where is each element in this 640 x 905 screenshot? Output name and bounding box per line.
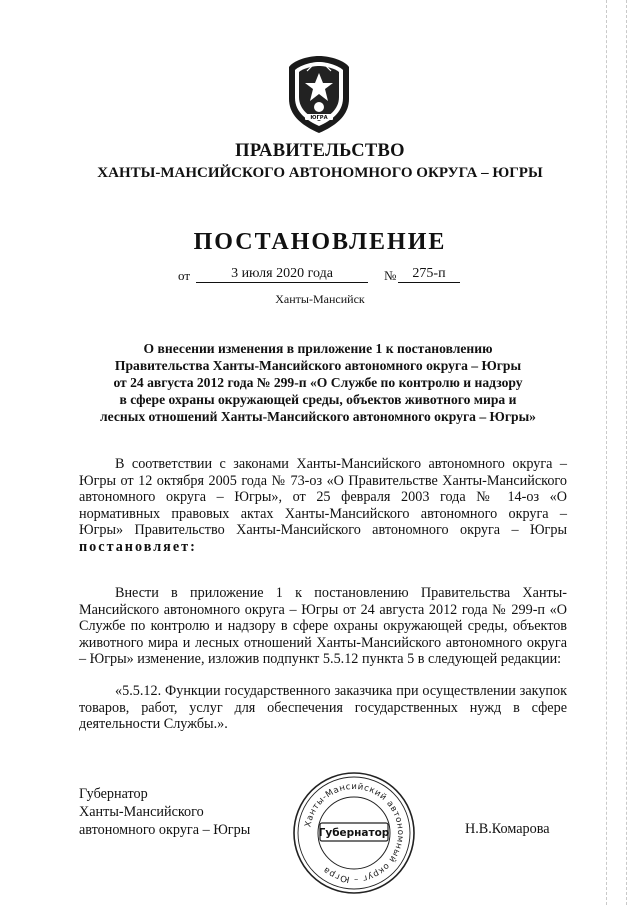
body-paragraph-preamble — [79, 456, 567, 555]
emblem-label: ЮГРА — [310, 115, 328, 121]
signatory-name: Н.В.Комарова — [465, 821, 550, 837]
city-label: Ханты-Мансийск — [275, 292, 365, 306]
position-line: автономного округа – Югры — [79, 822, 251, 838]
position-line: Губернатор — [79, 786, 148, 802]
official-stamp — [290, 769, 418, 897]
number-value: 275-п — [398, 266, 460, 283]
preamble-text: В соответствии с законами Ханты-Мансийского автономного округа – Югры от 12 октября 2005 года № 73-оз «О Правительстве Ханты-Мансийского автономного округа – Югры», от 25 февраля 2003 года № 14-оз «О нормативных правовых актах Ханты-Мансийского автономного округа – Югры» Правительство Ханты-Мансийского автономного округа – Югры — [79, 456, 567, 538]
government-title: ПРАВИТЕЛЬСТВО — [235, 141, 405, 161]
document-type-title: ПОСТАНОВЛЕНИЕ — [193, 229, 447, 255]
government-subtitle: ХАНТЫ-МАНСИЙСКОГО АВТОНОМНОГО ОКРУГА – ЮГРЫ — [97, 165, 543, 181]
coat-of-arms-icon — [283, 53, 355, 135]
position-line: Ханты-Мансийского — [79, 804, 204, 820]
subject-line: Правительства Ханты-Мансийского автономного округа – Югры — [114, 358, 522, 373]
body-paragraph-amendment: Внести в приложение 1 к постановлению Правительства Ханты-Мансийского автономного округа – Югры от 24 августа 2012 года № 299-п «О Службе по контролю и надзору в сфере охраны окружающей среды, объектов животного мира и лесных отношений Ханты-Мансийского автономного округа – Югры» изменение, изложив подпункт 5.5.12 пункта 5 в следующей редакции: — [79, 585, 567, 667]
page-edge-line — [606, 0, 607, 905]
stamp-center-text: Губернатор — [318, 827, 390, 839]
subject-line: от 24 августа 2012 года № 299-п «О Службе по контролю и надзору — [113, 375, 523, 390]
decree-word: постановляет: — [79, 538, 197, 555]
subject-line: лесных отношений Ханты-Мансийского автономного округа – Югры» — [100, 409, 536, 424]
stamp-ring-text: Ханты-Мансийский автономный округ – Югра — [303, 781, 406, 885]
signatory-position — [79, 785, 250, 839]
subject-line: в сфере охраны окружающей среды, объектов животного мира и — [119, 392, 517, 407]
subject-line: О внесении изменения в приложение 1 к постановлению — [143, 341, 493, 356]
date-label: от — [178, 268, 191, 283]
document-subject — [88, 340, 548, 425]
number-label: № — [384, 268, 397, 283]
page-edge-line — [626, 0, 627, 905]
body-paragraph-new-wording: «5.5.12. Функции государственного заказчика при осуществлении закупок товаров, работ, услуг для обеспечения государственных нужд в сфере деятельности Службы.». — [79, 683, 567, 732]
date-value: 3 июля 2020 года — [196, 266, 368, 283]
